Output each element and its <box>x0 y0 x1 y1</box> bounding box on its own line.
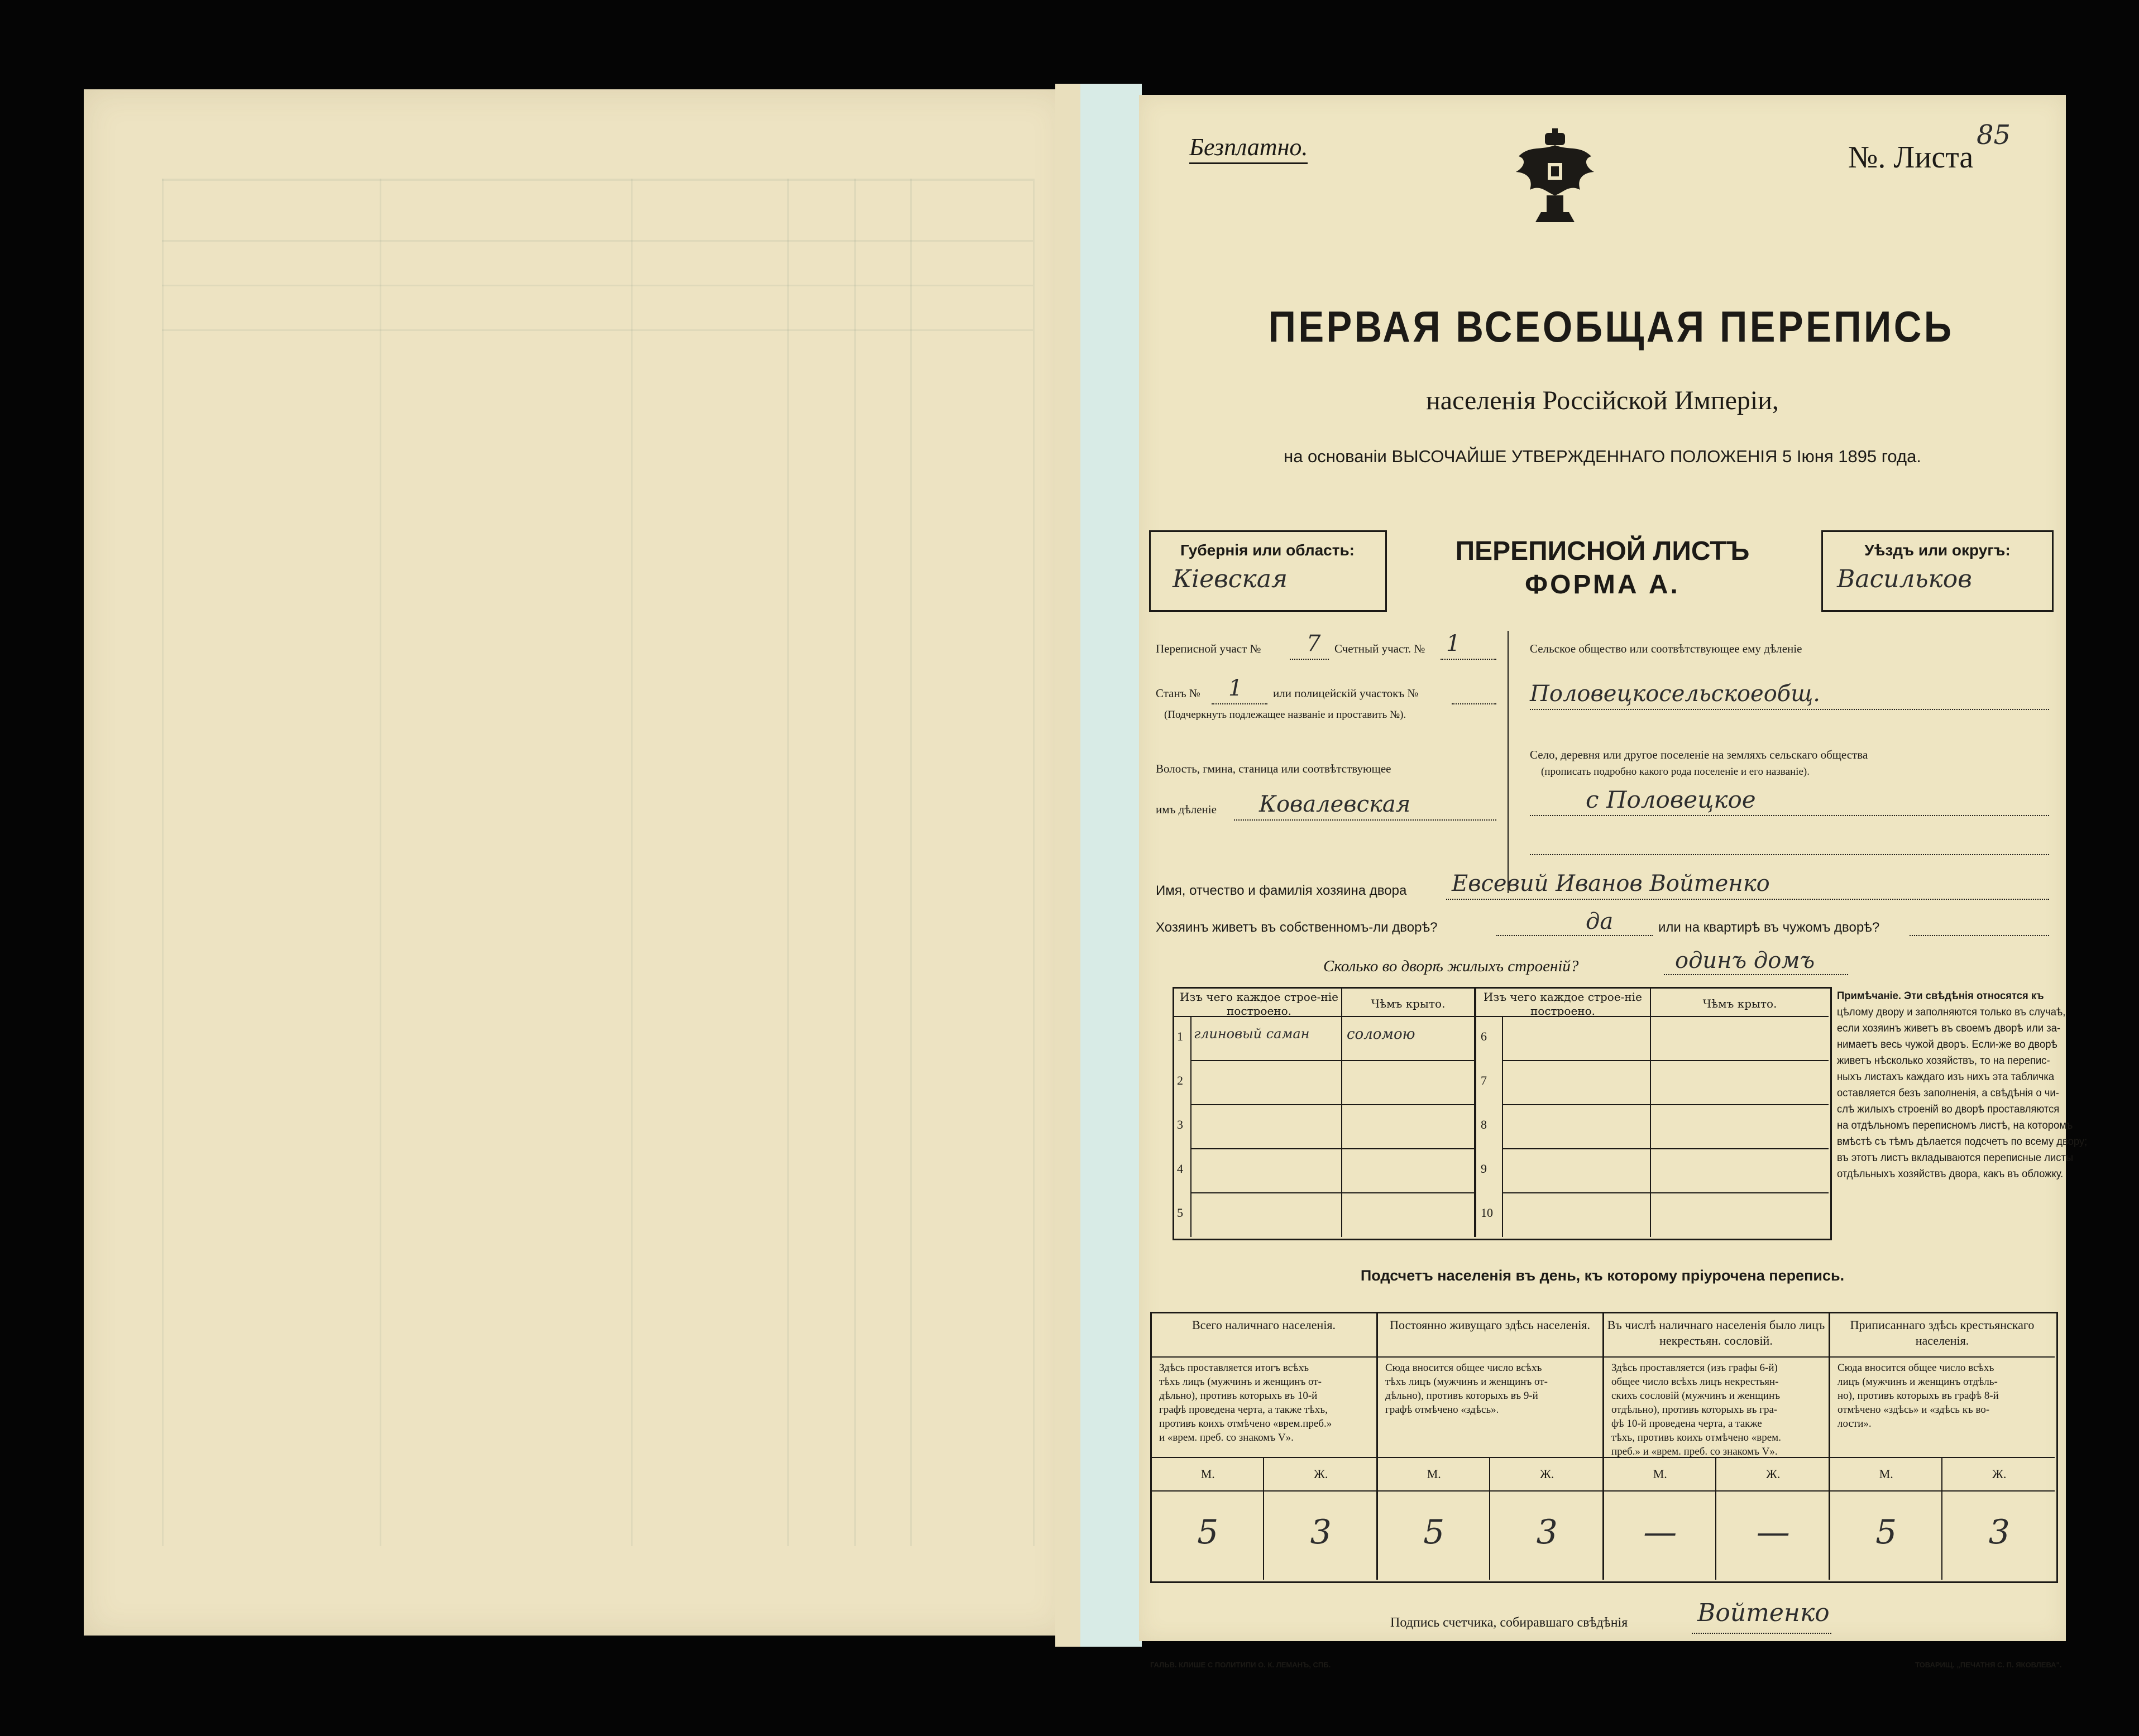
note-line: Примѣчаніе. Эти свѣдѣнія относятся къ <box>1837 990 2044 1002</box>
buildings-label: Сколько во дворѣ жилыхъ строеній? <box>1323 957 1579 975</box>
note-line: на отдѣльномъ переписномъ листѣ, на которомъ <box>1837 1120 2073 1131</box>
owner-value: Евсевий Иванов Войтенко <box>1452 871 1770 896</box>
population-col-desc: тѣхъ, противъ коихъ отмѣчено «врем. <box>1611 1432 1781 1444</box>
population-col-desc: графѣ проведена черта, а также тѣхъ, <box>1159 1404 1328 1416</box>
population-col-desc: но), противъ которыхъ въ графѣ 8-й <box>1837 1390 1999 1402</box>
population-col-desc: Здѣсь проставляется итогъ всѣхъ <box>1159 1362 1309 1374</box>
own-yard-value: да <box>1586 909 1614 934</box>
count-section-value: 1 <box>1446 631 1461 656</box>
population-col-desc: тѣхъ лицъ (мужчинъ и женщинъ от- <box>1385 1376 1548 1388</box>
population-col-desc: Здѣсь проставляется (изъ графы 6-й) <box>1611 1362 1778 1374</box>
printer-right: ТОВАРИЩ. „ПЕЧАТНЯ С. П. ЯКОВЛЕВА". <box>1915 1661 2062 1669</box>
note-line: живетъ нѣсколько хозяйствъ, то на перепис- <box>1837 1055 2050 1067</box>
buildings-col-roof: Чѣмъ крыто. <box>1371 997 1446 1010</box>
page-binding-strip <box>1080 84 1142 1647</box>
note-line: цѣлому двору и заполняются только въ случаѣ, <box>1837 1006 2066 1018</box>
male-header: М. <box>1653 1467 1667 1481</box>
society-label: Сельское общество или соотвѣтствующее ему дѣленіе <box>1530 642 1802 655</box>
population-col-title: Постоянно живущаго здѣсь населенія. <box>1390 1318 1590 1332</box>
stan-value: 1 <box>1228 675 1243 701</box>
volost-value: Ковалевская <box>1259 792 1411 817</box>
building-row-number: 1 <box>1177 1029 1183 1043</box>
census-section-label: Переписной участ № <box>1156 642 1261 655</box>
building-row-number: 9 <box>1481 1162 1487 1176</box>
guberniya-value: Кіевская <box>1173 565 1288 593</box>
note-line: нимаетъ весь чужой дворъ. Если-же во дворѣ <box>1837 1039 2057 1051</box>
note-line: вмѣстѣ съ тѣмъ дѣлается подсчетъ по всему двору; <box>1837 1136 2088 1148</box>
page-gutter <box>1055 84 1080 1647</box>
buildings-col-roof-2: Чѣмъ крыто. <box>1702 997 1777 1010</box>
building-row-number: 8 <box>1481 1118 1487 1131</box>
population-col-desc: скихъ сословій (мужчинъ и женщинъ <box>1611 1390 1781 1402</box>
note-line: отдѣльныхъ хозяйствъ двора, какъ въ обложку. <box>1837 1168 2064 1180</box>
note-line: оставляется безъ заполненія, а свѣдѣнія о чи- <box>1837 1087 2059 1099</box>
form-subtitle: ФОРМА А. <box>1525 570 1680 600</box>
female-header: Ж. <box>1314 1467 1328 1481</box>
male-header: М. <box>1879 1467 1893 1481</box>
population-col-title: Въ числѣ наличнаго населенія было лицъ некрестьян. сословій. <box>1607 1318 1825 1347</box>
stan-label: Станъ № <box>1156 687 1200 700</box>
guberniya-label: Губернія или область: <box>1180 541 1355 559</box>
census-form-page <box>1139 95 2088 1669</box>
building-row-number: 4 <box>1177 1162 1183 1176</box>
free-label: Безплатно. <box>1189 133 1308 164</box>
population-col-desc: отмѣчено «здѣсь» и «здѣсь къ во- <box>1837 1404 1990 1416</box>
note-line: ныхъ листахъ каждаго изъ нихъ эта табличка <box>1837 1071 2055 1083</box>
population-col-desc: фѣ 10-й проведена черта, а также <box>1611 1418 1762 1430</box>
female-count: — <box>1756 1513 1790 1552</box>
rented-label: или на квартирѣ въ чужомъ дворѣ? <box>1658 920 1880 935</box>
signature-label: Подпись счетчика, собиравшаго свѣдѣнія <box>1390 1615 1628 1630</box>
building-roof: соломою <box>1347 1026 1415 1043</box>
census-basis: на основаніи ВЫСОЧАЙШЕ УТВЕРЖДЕННАГО ПОЛОЖЕНІЯ 5 Іюня 1895 года. <box>1284 447 1921 466</box>
census-subtitle: населенія Россійской Имперіи, <box>1426 386 1779 415</box>
village-value: с Половецкое <box>1586 786 1756 813</box>
building-row-number: 7 <box>1481 1073 1487 1087</box>
count-section-label: Счетный участ. № <box>1334 642 1425 655</box>
population-col-title: Всего наличнаго населенія. <box>1191 1318 1336 1332</box>
female-count: 3 <box>1310 1513 1332 1552</box>
building-material: глиновый саман <box>1194 1026 1310 1042</box>
male-count: 5 <box>1423 1513 1445 1552</box>
population-col-desc: Сюда вносится общее число всѣхъ <box>1385 1362 1542 1374</box>
society-value: Половецкосельскоеобщ. <box>1530 681 1820 707</box>
building-row-number: 2 <box>1177 1073 1183 1087</box>
buildings-col-material-2: Изъ чего каждое строе-ніе построено. <box>1483 990 1642 1018</box>
male-header: М. <box>1427 1467 1441 1481</box>
sheet-number-label: №. Листа <box>1848 140 1974 175</box>
female-count: 3 <box>1988 1513 2010 1552</box>
census-section-value: 7 <box>1307 631 1321 656</box>
population-col-desc: Сюда вносится общее число всѣхъ <box>1837 1362 1994 1374</box>
volost-label: Волость, гмина, станица или соотвѣтствующее <box>1156 762 1391 775</box>
population-caption: Подсчетъ населенія въ день, къ которому пріурочена перепись. <box>1360 1267 1845 1284</box>
male-count: 5 <box>1875 1513 1897 1552</box>
building-row-number: 6 <box>1481 1029 1487 1043</box>
male-header: М. <box>1200 1467 1215 1481</box>
building-row-number: 10 <box>1481 1206 1493 1220</box>
building-row-number: 3 <box>1177 1118 1183 1131</box>
population-col-desc: графѣ отмѣчено «здѣсь». <box>1385 1404 1499 1416</box>
building-note <box>1837 988 2088 1182</box>
form-title: ПЕРЕПИСНОЙ ЛИСТЪ <box>1455 536 1750 566</box>
building-row-number: 5 <box>1177 1206 1183 1220</box>
owner-label: Имя, отчество и фамилія хозяина двора <box>1156 883 1407 898</box>
village-label: Село, деревня или другое поселеніе на земляхъ сельскаго общества <box>1530 748 1868 761</box>
population-col-desc: лости». <box>1837 1418 1872 1430</box>
population-col-desc: лицъ (мужчинъ и женщинъ отдѣль- <box>1837 1376 1998 1388</box>
uezd-value: Васильков <box>1837 565 1972 593</box>
village-note: (прописать подробно какого рода поселеніе и его названіе). <box>1541 766 1810 778</box>
own-yard-label: Хозяинъ живетъ въ собственномъ-ли дворѣ? <box>1156 920 1438 935</box>
note-line: въ этотъ листъ вкладываются переписные листы <box>1837 1152 2074 1164</box>
population-col-desc: дѣльно), противъ которыхъ въ 10-й <box>1159 1390 1318 1402</box>
note-line: слѣ жилыхъ строеній во дворѣ проставляются <box>1837 1104 2060 1115</box>
volost-label-2: имъ дѣленіе <box>1156 803 1217 816</box>
male-count: 5 <box>1197 1513 1219 1552</box>
population-col-desc: тѣхъ лицъ (мужчинъ и женщинъ от- <box>1159 1376 1322 1388</box>
buildings-col-material: Изъ чего каждое строе-ніе построено. <box>1179 990 1338 1018</box>
population-col-desc: преб.» и «врем. преб. со знакомъ V». <box>1611 1446 1778 1457</box>
population-col-desc: и «врем. преб. со знакомъ V». <box>1159 1432 1294 1444</box>
signature-value: Войтенко <box>1697 1599 1830 1627</box>
population-col-desc: отдѣльно), противъ которыхъ въ гра- <box>1611 1404 1778 1416</box>
population-col-desc: дѣльно), противъ которыхъ въ 9-й <box>1385 1390 1538 1402</box>
female-header: Ж. <box>1540 1467 1554 1481</box>
police-section-label: или полицейскій участокъ № <box>1273 687 1419 700</box>
census-title: ПЕРВАЯ ВСЕОБЩАЯ ПЕРЕПИСЬ <box>1268 302 1954 351</box>
double-headed-eagle-emblem <box>1508 128 1602 223</box>
printer-left: ГАЛЬВ. КЛИШЕ С ПОЛИТИПИ О. К. ЛЕМАНЪ, СПБ. <box>1150 1661 1331 1669</box>
population-col-title: Приписаннаго здѣсь крестьянскаго населенія. <box>1850 1318 2035 1347</box>
population-col-desc: противъ коихъ отмѣчено «врем.преб.» <box>1159 1418 1332 1430</box>
female-header: Ж. <box>1992 1467 2007 1481</box>
female-header: Ж. <box>1766 1467 1781 1481</box>
female-count: 3 <box>1536 1513 1558 1552</box>
population-col-desc: общее число всѣхъ лицъ некрестьян- <box>1611 1376 1779 1388</box>
note-line: если хозяинъ живетъ въ своемъ дворѣ или за- <box>1837 1023 2061 1034</box>
male-count: — <box>1643 1513 1677 1552</box>
buildings-value: одинъ домъ <box>1675 948 1815 973</box>
left-page <box>84 89 1066 1636</box>
uezd-label: Уѣздъ или округъ: <box>1864 541 2011 559</box>
sheet-number-value: 85 <box>1977 119 2011 151</box>
underline-note: (Подчеркнуть подлежащее названіе и проставить №). <box>1164 709 1406 721</box>
